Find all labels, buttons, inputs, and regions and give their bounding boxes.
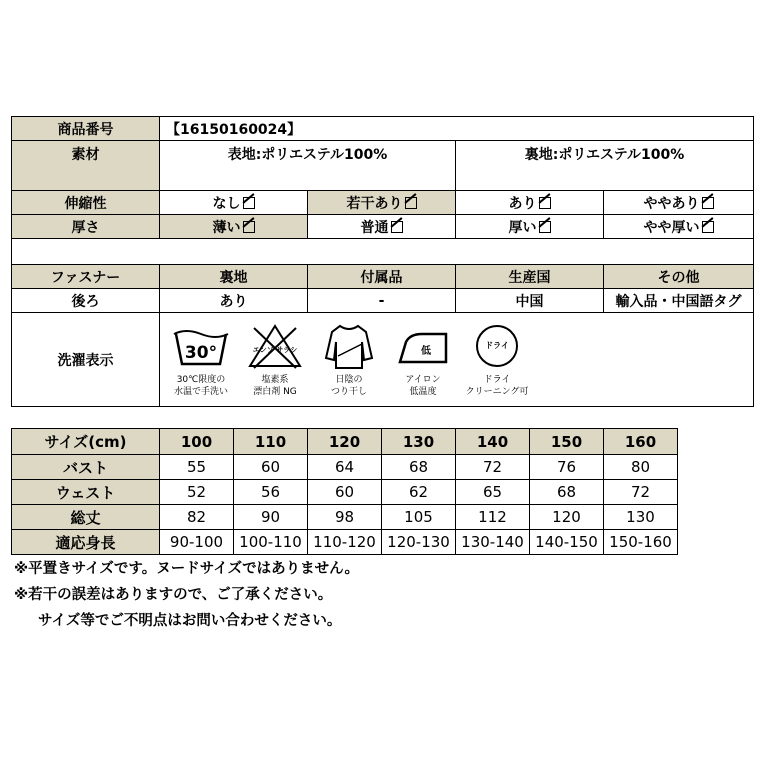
product-no-label: 商品番号 <box>12 117 160 141</box>
care-iron <box>386 322 460 398</box>
size-cell: 68 <box>382 455 456 480</box>
size-cell: 72 <box>456 455 530 480</box>
checkbox-icon <box>702 221 714 233</box>
material-outer: 表地:ポリエステル100% <box>160 141 456 191</box>
blank-row <box>12 239 754 265</box>
thickness-label: 厚さ <box>12 215 160 239</box>
header-origin: 生産国 <box>456 265 604 289</box>
value-accessories: - <box>308 289 456 313</box>
size-cell: 150-160 <box>604 530 678 555</box>
size-cell: 80 <box>604 455 678 480</box>
size-cell: 105 <box>382 505 456 530</box>
material-label: 素材 <box>12 141 160 191</box>
stretch-option-selected: 若干あり <box>308 191 456 215</box>
size-cell: 82 <box>160 505 234 530</box>
size-cell: 130-140 <box>456 530 530 555</box>
thickness-option-selected: 薄い <box>160 215 308 239</box>
stretch-label: 伸縮性 <box>12 191 160 215</box>
iron-icon <box>392 322 454 370</box>
note-line: サイズ等でご不明点はお問い合わせください。 <box>38 613 342 629</box>
care-dry-clean <box>460 322 534 398</box>
checkbox-icon <box>243 221 255 233</box>
value-other: 輸入品・中国語タグ <box>604 289 754 313</box>
size-cell: 120 <box>530 505 604 530</box>
stretch-option: ややあり <box>604 191 754 215</box>
value-origin: 中国 <box>456 289 604 313</box>
care-symbols <box>160 322 753 398</box>
thickness-option: やや厚い <box>604 215 754 239</box>
care-caption: 日陰の つり干し <box>330 374 367 397</box>
size-cell: 65 <box>456 480 530 505</box>
handwash-icon <box>170 322 232 370</box>
stretch-option: なし <box>160 191 308 215</box>
size-cell: 64 <box>308 455 382 480</box>
size-cell: 90 <box>234 505 308 530</box>
dry-clean-text: ドライ <box>485 340 509 350</box>
row-label: 適応身長 <box>12 530 160 555</box>
row-label: バスト <box>12 455 160 480</box>
care-handwash <box>164 322 238 398</box>
care-no-bleach <box>238 322 312 398</box>
note-line: ※平置きサイズです。ヌードサイズではありません。 <box>14 561 359 577</box>
size-header: 160 <box>604 429 678 455</box>
material-lining: 裏地:ポリエステル100% <box>456 141 754 191</box>
care-caption: アイロン 低温度 <box>405 374 441 397</box>
product-no-value: 【16150160024】 <box>160 117 754 141</box>
size-cell: 120-130 <box>382 530 456 555</box>
checkbox-icon <box>539 221 551 233</box>
size-header: 130 <box>382 429 456 455</box>
size-cell: 52 <box>160 480 234 505</box>
wash-label: 洗濯表示 <box>12 313 160 407</box>
care-shade-dry <box>312 322 386 398</box>
size-cell: 90-100 <box>160 530 234 555</box>
size-row-waist <box>12 480 678 505</box>
size-row-length <box>12 505 678 530</box>
size-cell: 60 <box>234 455 308 480</box>
thickness-option: 厚い <box>456 215 604 239</box>
wash-temp-label: 30° <box>184 342 218 363</box>
size-cell: 68 <box>530 480 604 505</box>
size-row-height <box>12 530 678 555</box>
size-cell: 112 <box>456 505 530 530</box>
size-cell: 56 <box>234 480 308 505</box>
dry-clean-icon <box>466 322 528 370</box>
size-header: 150 <box>530 429 604 455</box>
size-header: 120 <box>308 429 382 455</box>
size-row-bust <box>12 455 678 480</box>
value-lining: あり <box>160 289 308 313</box>
row-label: ウェスト <box>12 480 160 505</box>
size-header: 140 <box>456 429 530 455</box>
size-header-row <box>12 429 678 455</box>
checkbox-icon <box>702 197 714 209</box>
care-symbols-cell <box>160 313 754 407</box>
care-caption: 塩素系 漂白剤 NG <box>253 374 297 397</box>
size-header-label: サイズ(cm) <box>12 429 160 455</box>
spec-table <box>11 116 754 407</box>
thickness-option: 普通 <box>308 215 456 239</box>
notes <box>14 556 359 634</box>
stretch-option: あり <box>456 191 604 215</box>
value-fastener: 後ろ <box>12 289 160 313</box>
no-bleach-text: エンソ サラシ <box>252 345 298 354</box>
size-cell: 100-110 <box>234 530 308 555</box>
size-cell: 72 <box>604 480 678 505</box>
care-caption: 30℃限度の 水温で手洗い <box>173 374 228 397</box>
note-line: ※若干の誤差はありますので、ご了承ください。 <box>14 587 333 603</box>
size-cell: 60 <box>308 480 382 505</box>
checkbox-icon <box>243 197 255 209</box>
header-lining: 裏地 <box>160 265 308 289</box>
size-cell: 98 <box>308 505 382 530</box>
care-caption: ドライ クリーニング可 <box>465 374 529 397</box>
size-table <box>11 428 678 555</box>
iron-temp-text: 低 <box>421 345 431 357</box>
header-other: その他 <box>604 265 754 289</box>
checkbox-icon <box>405 197 417 209</box>
size-cell: 130 <box>604 505 678 530</box>
size-cell: 110-120 <box>308 530 382 555</box>
checkbox-icon <box>391 221 403 233</box>
size-cell: 55 <box>160 455 234 480</box>
header-fastener: ファスナー <box>12 265 160 289</box>
size-header: 110 <box>234 429 308 455</box>
size-header: 100 <box>160 429 234 455</box>
size-cell: 140-150 <box>530 530 604 555</box>
header-accessories: 付属品 <box>308 265 456 289</box>
row-label: 総丈 <box>12 505 160 530</box>
no-bleach-icon <box>244 322 306 370</box>
checkbox-icon <box>539 197 551 209</box>
size-cell: 76 <box>530 455 604 480</box>
shade-dry-icon <box>318 322 380 370</box>
size-cell: 62 <box>382 480 456 505</box>
